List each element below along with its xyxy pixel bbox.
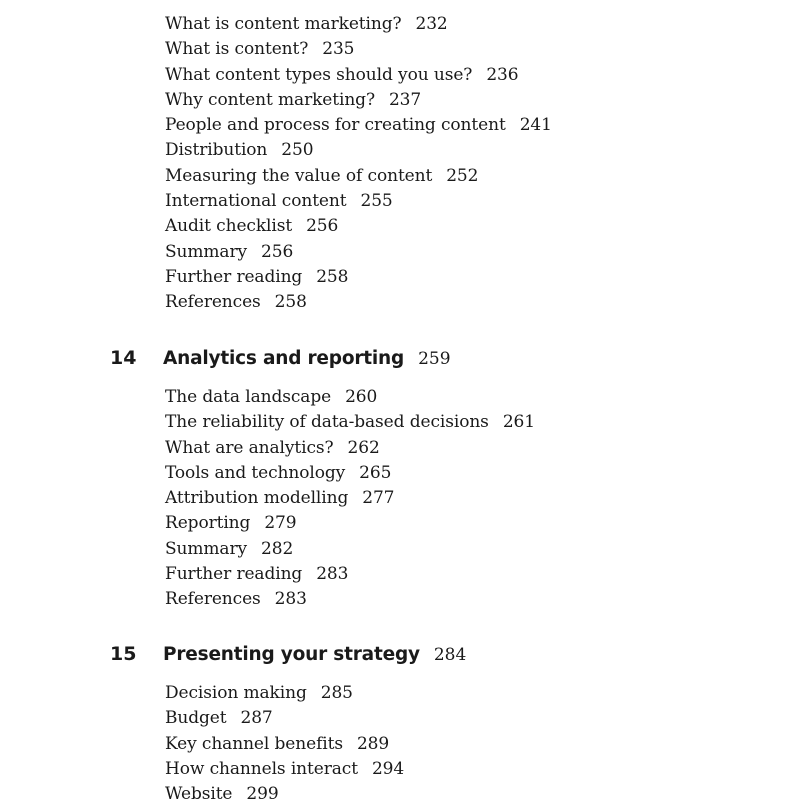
toc-entry-title: Budget bbox=[165, 708, 227, 729]
toc-entry-title: How channels interact bbox=[165, 758, 358, 779]
toc-entry-title: The reliability of data-based decisions bbox=[165, 412, 489, 433]
toc-entry bbox=[165, 63, 552, 88]
toc-entry bbox=[165, 587, 535, 612]
chapter-heading bbox=[110, 643, 466, 673]
chapter-page-number: 284 bbox=[433, 645, 467, 665]
toc-entry bbox=[165, 782, 404, 807]
chapter-page-number: 259 bbox=[418, 349, 451, 369]
toc-entry-title: Further reading bbox=[165, 266, 303, 287]
toc-entry-page-number: 299 bbox=[246, 784, 279, 805]
toc-entry bbox=[165, 385, 535, 410]
toc-entry-page-number: 294 bbox=[371, 758, 405, 779]
toc-entry-page-number: 250 bbox=[281, 140, 314, 161]
toc-entry-title: References bbox=[165, 292, 261, 313]
toc-entry bbox=[165, 537, 535, 562]
toc-entry-page-number: 232 bbox=[415, 14, 448, 34]
toc-entry bbox=[165, 436, 535, 461]
toc-entry-title: Website bbox=[165, 784, 233, 805]
toc-entry-title: What is content? bbox=[165, 39, 309, 60]
toc-entry bbox=[165, 214, 552, 239]
toc-entry bbox=[165, 265, 552, 290]
toc-entry bbox=[165, 461, 535, 486]
toc-entry-title: What is content marketing? bbox=[165, 14, 402, 34]
toc-entry-page-number: 237 bbox=[388, 89, 422, 110]
toc-entry bbox=[165, 511, 535, 536]
toc-entry-page-number: 282 bbox=[261, 538, 294, 559]
toc-entry-page-number: 236 bbox=[486, 64, 519, 85]
toc-entry bbox=[165, 164, 552, 189]
toc-entry-page-number: 255 bbox=[360, 191, 393, 212]
toc-entry bbox=[165, 138, 552, 163]
toc-entry-page-number: 258 bbox=[274, 292, 307, 313]
toc-entry-page-number: 252 bbox=[446, 165, 479, 186]
toc-entry-page-number: 235 bbox=[322, 39, 355, 60]
toc-entry bbox=[165, 732, 404, 757]
toc-entry-page-number: 262 bbox=[347, 437, 380, 458]
chapter-title: Presenting your strategy bbox=[163, 644, 420, 665]
toc-entry-page-number: 287 bbox=[240, 708, 273, 729]
toc-entry-page-number: 289 bbox=[356, 733, 390, 754]
toc-entry bbox=[165, 410, 535, 435]
toc-entry-page-number: 256 bbox=[306, 216, 339, 237]
toc-entry bbox=[165, 189, 552, 214]
chapter-number: 15 bbox=[110, 643, 137, 665]
toc-entry bbox=[165, 562, 535, 587]
toc-entry-page-number: 260 bbox=[345, 387, 378, 407]
toc-entry-title: Attribution modelling bbox=[165, 488, 349, 509]
toc-entry-page-number: 265 bbox=[359, 462, 392, 483]
toc-entry-title: Audit checklist bbox=[165, 216, 293, 237]
toc-entry-title: Summary bbox=[165, 241, 248, 262]
toc-entry-title: Key channel benefits bbox=[165, 733, 343, 754]
toc-entry-page-number: 283 bbox=[274, 589, 307, 610]
toc-entry-title: Why content marketing? bbox=[165, 89, 375, 110]
toc-entry bbox=[165, 681, 404, 706]
toc-entry-title: What content types should you use? bbox=[165, 64, 473, 85]
toc-entry bbox=[165, 113, 552, 138]
toc-entry-page-number: 283 bbox=[316, 564, 349, 585]
toc-entry-title: Decision making bbox=[165, 683, 307, 703]
toc-entry-page-number: 241 bbox=[519, 115, 552, 136]
toc-entry bbox=[165, 757, 404, 782]
toc-entry bbox=[165, 240, 552, 265]
toc-entry bbox=[165, 37, 552, 62]
toc-entry-title: References bbox=[165, 589, 261, 610]
toc-entry-title: Distribution bbox=[165, 140, 268, 161]
toc-entry-list bbox=[165, 12, 552, 316]
toc-entry-page-number: 256 bbox=[261, 241, 294, 262]
toc-entry-list bbox=[165, 681, 404, 807]
toc-entry bbox=[165, 706, 404, 731]
toc-entry-title: International content bbox=[165, 191, 347, 212]
toc-entry-page-number: 261 bbox=[502, 412, 535, 433]
chapter-number: 14 bbox=[110, 347, 137, 369]
toc-entry-title: Tools and technology bbox=[165, 462, 346, 483]
toc-entry-page-number: 285 bbox=[320, 683, 353, 703]
toc-entry-page-number: 258 bbox=[316, 266, 349, 287]
toc-entry bbox=[165, 290, 552, 315]
chapter-title: Analytics and reporting bbox=[163, 348, 405, 369]
toc-entry-title: Measuring the value of content bbox=[165, 165, 433, 186]
toc-entry bbox=[165, 12, 552, 37]
toc-entry-title: Further reading bbox=[165, 564, 303, 585]
toc-entry-title: What are analytics? bbox=[165, 437, 334, 458]
toc-entry-page-number: 279 bbox=[264, 513, 297, 534]
toc-entry-page-number: 277 bbox=[362, 488, 395, 509]
toc-entry bbox=[165, 486, 535, 511]
toc-entry-title: Reporting bbox=[165, 513, 251, 534]
toc-entry-title: The data landscape bbox=[165, 387, 332, 407]
toc-entry-list bbox=[165, 385, 535, 613]
chapter-heading bbox=[110, 347, 451, 377]
toc-entry-title: People and process for creating content bbox=[165, 115, 506, 136]
toc-entry-title: Summary bbox=[165, 538, 248, 559]
toc-entry bbox=[165, 88, 552, 113]
